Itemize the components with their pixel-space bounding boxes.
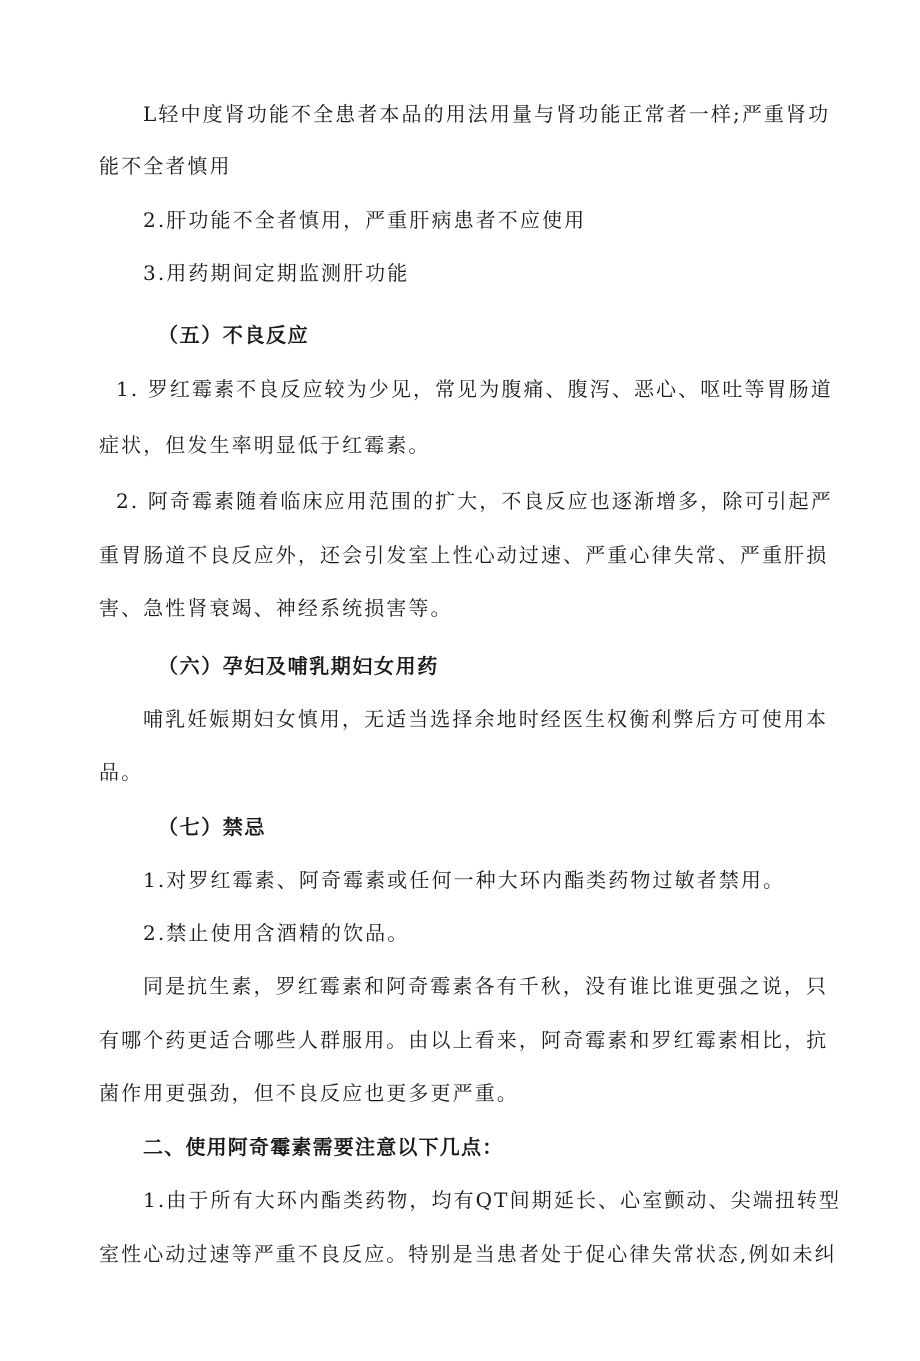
- list-item-allergy-contraindication: 1.对罗红霉素、阿奇霉素或任何一种大环内酯类药物过敏者禁用。: [143, 868, 786, 892]
- paragraph-pregnancy-line-1: 哺乳妊娠期妇女慎用，无适当选择余地时经医生权衡利弊后方可使用本: [143, 707, 829, 731]
- paragraph-roxithromycin-adverse-line-2: 症状，但发生率明显低于红霉素。: [99, 433, 431, 457]
- list-item-qt-prolongation-line-1: 1.由于所有大环内酯类药物，均有QT间期延长、心室颤动、尖端扭转型: [143, 1188, 842, 1212]
- list-item-alcohol-contraindication: 2.禁止使用含酒精的饮品。: [143, 921, 410, 945]
- section-heading-adverse-reactions: （五）不良反应: [158, 323, 310, 347]
- section-heading-azithromycin-notes: 二、使用阿奇霉素需要注意以下几点：: [143, 1135, 504, 1159]
- list-item-qt-prolongation-line-2: 室性心动过速等严重不良反应。特别是当患者处于促心律失常状态,例如未纠: [99, 1242, 837, 1266]
- paragraph-comparison-line-1: 同是抗生素，罗红霉素和阿奇霉素各有千秋，没有谁比谁更强之说，只: [143, 974, 829, 998]
- paragraph-comparison-line-2: 有哪个药更适合哪些人群服用。由以上看来，阿奇霉素和罗红霉素相比，抗: [99, 1028, 829, 1052]
- paragraph-renal-dosage-line-1: L轻中度肾功能不全患者本品的用法用量与肾功能正常者一样;严重肾功: [143, 102, 831, 126]
- paragraph-roxithromycin-adverse-line-1: 1. 罗红霉素不良反应较为少见，常见为腹痛、腹泻、恶心、呕吐等胃肠道: [116, 377, 833, 401]
- list-item-liver-monitoring: 3.用药期间定期监测肝功能: [143, 261, 410, 285]
- section-heading-pregnancy-lactation: （六）孕妇及哺乳期妇女用药: [158, 654, 439, 678]
- paragraph-azithromycin-adverse-line-1: 2. 阿奇霉素随着临床应用范围的扩大，不良反应也逐渐增多，除可引起严: [116, 489, 833, 513]
- paragraph-pregnancy-line-2: 品。: [99, 760, 144, 784]
- paragraph-renal-dosage-line-2: 能不全者慎用: [99, 154, 232, 178]
- section-heading-contraindications: （七）禁忌: [158, 815, 266, 839]
- paragraph-azithromycin-adverse-line-2: 重胃肠道不良反应外，还会引发室上性心动过速、严重心律失常、严重肝损: [99, 543, 829, 567]
- paragraph-azithromycin-adverse-line-3: 害、急性肾衰竭、神经系统损害等。: [99, 596, 453, 620]
- paragraph-comparison-line-3: 菌作用更强劲，但不良反应也更多更严重。: [99, 1081, 519, 1105]
- list-item-hepatic-caution: 2.肝功能不全者慎用，严重肝病患者不应使用: [143, 208, 587, 232]
